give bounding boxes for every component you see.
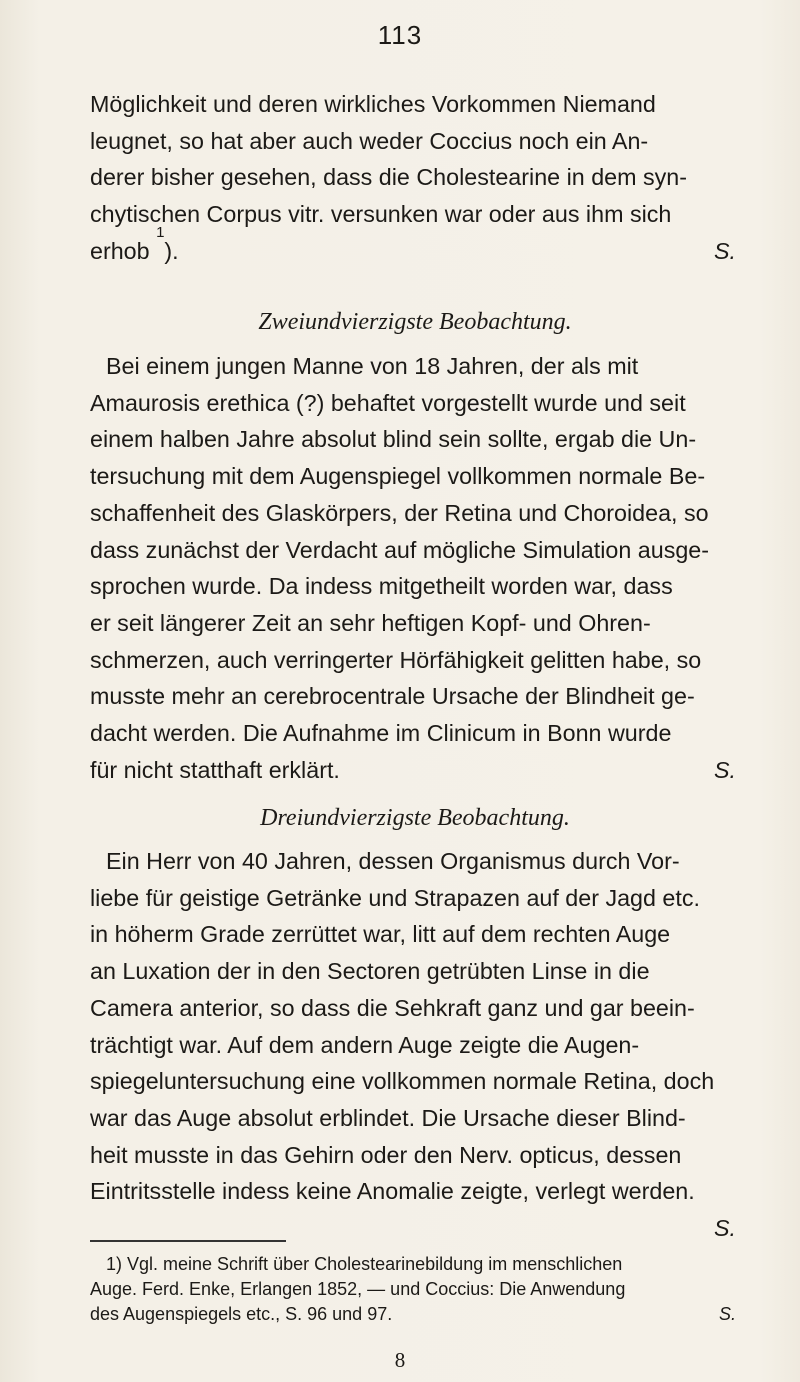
text-line: Amaurosis erethica (?) behaftet vorgestellt wurde und seit xyxy=(90,389,686,416)
text-line: trächtigt war. Auf dem andern Auge zeigte die Augen- xyxy=(90,1031,640,1058)
text-line: einem halben Jahre absolut blind sein sollte, ergab die Un- xyxy=(90,426,697,453)
text-line: chytischen Corpus vitr. versunken war oder aus ihm sich xyxy=(90,201,672,228)
text-line: schaffenheit des Glaskörpers, der Retina und Choroidea, so xyxy=(90,499,709,526)
page-number: 113 xyxy=(377,20,423,50)
text-line: Bei einem jungen Manne von 18 Jahren, der als mit xyxy=(106,353,639,379)
text-fragment: erhob xyxy=(90,237,150,264)
text-fragment: 1) Vgl. meine Schrift über Cholestearinebildung im menschlichen xyxy=(106,1254,623,1274)
section-heading: Zweiundvierzigste Beobachtung. xyxy=(258,309,572,335)
text-line: dass zunächst der Verdacht auf mögliche Simulation ausge- xyxy=(90,536,710,563)
text-line: leugnet, so hat aber auch weder Coccius noch ein An- xyxy=(90,127,649,154)
footnote-line xyxy=(90,1252,740,1277)
text-line: sprochen wurde. Da indess mitgetheilt worden war, dass xyxy=(90,573,673,600)
text-line: war das Auge absolut erblindet. Die Ursache dieser Blind- xyxy=(90,1104,686,1131)
text-line: spiegeluntersuchung eine vollkommen normale Retina, doch xyxy=(90,1068,715,1095)
signature: S. xyxy=(713,756,736,783)
text-line: Camera anterior, so dass die Sehkraft ganz und gar beein- xyxy=(90,994,695,1021)
text-line-last xyxy=(90,752,740,789)
text-line: Ein Herr von 40 Jahren, dessen Organismus durch Vor- xyxy=(106,848,680,874)
text-line: Eintritsstelle indess keine Anomalie zeigte, verlegt werden. xyxy=(90,1178,695,1205)
text-line: schmerzen, auch verringerter Hörfähigkeit gelitten habe, so xyxy=(90,646,702,673)
text-line: tersuchung mit dem Augenspiegel vollkommen normale Be- xyxy=(90,463,706,490)
text-fragment: für nicht statthaft erklärt. xyxy=(90,756,340,783)
text-line: an Luxation der in den Sectoren getrübten Linse in die xyxy=(90,958,650,985)
paragraph-3 xyxy=(90,843,740,1247)
text-line: in höherm Grade zerrüttet war, litt auf dem rechten Auge xyxy=(90,921,671,948)
footnote-line xyxy=(90,1277,740,1302)
footnote-divider xyxy=(90,1240,286,1242)
text-line: er seit längerer Zeit an sehr heftigen Kopf- und Ohren- xyxy=(90,609,651,636)
text-fragment: Auge. Ferd. Enke, Erlangen 1852, — und Coccius: Die Anwendung xyxy=(90,1279,626,1299)
footnote-line xyxy=(90,1302,740,1327)
signature: S. xyxy=(713,1215,736,1242)
signature: S. xyxy=(718,1304,736,1324)
paragraph-2 xyxy=(90,348,740,788)
text-line: heit musste in das Gehirn oder den Nerv. opticus, dessen xyxy=(90,1141,682,1168)
footnote-ref: 1 xyxy=(156,223,165,241)
text-line-last xyxy=(90,223,740,270)
text-fragment: des Augenspiegels etc., S. 96 und 97. xyxy=(90,1304,393,1324)
text-line: liebe für geistige Getränke und Strapazen auf der Jagd etc. xyxy=(90,884,700,911)
text-line: derer bisher gesehen, dass die Cholestearine in dem syn- xyxy=(90,164,687,191)
sheet-mark: 8 xyxy=(394,1348,406,1372)
text-line: Möglichkeit und deren wirkliches Vorkommen Niemand xyxy=(90,91,656,117)
signature: S. xyxy=(713,237,736,264)
section-heading: Dreiundvierzigste Beobachtung. xyxy=(260,805,570,831)
text-line: musste mehr an cerebrocentrale Ursache der Blindheit ge- xyxy=(90,683,695,710)
text-fragment: ). xyxy=(164,237,179,264)
text-line: dacht werden. Die Aufnahme im Clinicum in Bonn wurde xyxy=(90,720,672,747)
paragraph-1 xyxy=(90,86,740,270)
